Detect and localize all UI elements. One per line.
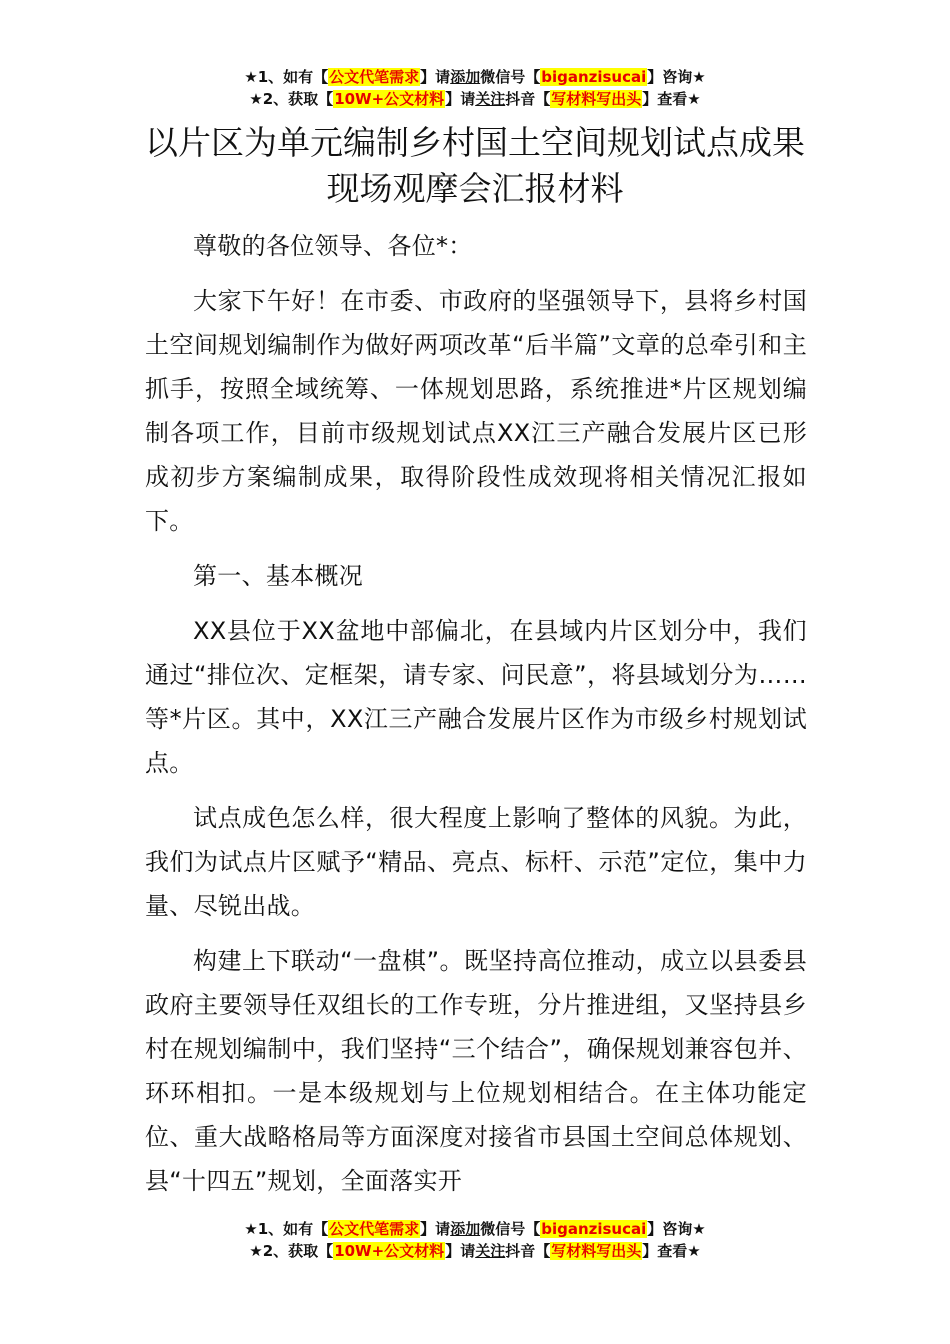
promo-text: ★2、获取【 (249, 90, 334, 108)
promo-line-1 (0, 66, 950, 88)
promo-text: 】请 (445, 1242, 476, 1260)
promo-line-2 (0, 88, 950, 110)
promo-line-1 (0, 1218, 950, 1240)
promo-highlight: 公文代笔需求 (329, 68, 420, 86)
promo-text: ★1、如有【 (244, 68, 329, 86)
promo-text: 微信号【 (480, 68, 541, 86)
salutation-paragraph: 尊敬的各位领导、各位*： (193, 232, 473, 260)
body-paragraph: XX县位于XX盆地中部偏北，在县域内片区划分中，我们通过“排位次、定框架，请专家、问民意”，将县域划分为……等*片区。其中，XX江三产融合发展片区作为市级乡村规划试点。 (145, 617, 807, 777)
promo-text: 】查看★ (642, 90, 701, 108)
document-body (145, 224, 807, 1214)
promo-highlight: 10W+公文材料 (334, 90, 445, 108)
wechat-id-highlight: biganzisucai (541, 1220, 647, 1238)
douyin-id-highlight: 写材料写出头 (551, 90, 642, 108)
douyin-id-highlight: 写材料写出头 (551, 1242, 642, 1260)
promo-underline: 关注 (475, 1242, 506, 1260)
wechat-id-highlight: biganzisucai (541, 68, 647, 86)
promo-text: 抖音【 (505, 1242, 551, 1260)
promo-highlight: 公文代笔需求 (329, 1220, 420, 1238)
promo-highlight: 10W+公文材料 (334, 1242, 445, 1260)
promo-text: 抖音【 (505, 90, 551, 108)
promo-underline: 关注 (475, 90, 506, 108)
promo-footer (0, 1218, 950, 1262)
section-heading: 第一、基本概况 (193, 562, 364, 590)
promo-text: 】请 (420, 68, 451, 86)
promo-line-2 (0, 1240, 950, 1262)
promo-text: 】咨询★ (647, 1220, 706, 1238)
promo-text: 】查看★ (642, 1242, 701, 1260)
promo-header (0, 66, 950, 110)
promo-text: 】请 (420, 1220, 451, 1238)
promo-text: ★2、获取【 (249, 1242, 334, 1260)
body-paragraph: 大家下午好！在市委、市政府的坚强领导下，县将乡村国土空间规划编制作为做好两项改革“后半篇”文章的总牵引和主抓手，按照全域统筹、一体规划思路，系统推进*片区规划编制各项工作，目前市级规划试点XX江三产融合发展片区已形成初步方案编制成果，取得阶段性成效现将相关情况汇报如下。 (145, 287, 807, 535)
promo-text: 】请 (445, 90, 476, 108)
promo-text: ★1、如有【 (244, 1220, 329, 1238)
promo-text: 微信号【 (480, 1220, 541, 1238)
body-paragraph: 试点成色怎么样，很大程度上影响了整体的风貌。为此，我们为试点片区赋予“精品、亮点、标杆、示范”定位，集中力量、尽锐出战。 (145, 804, 807, 920)
promo-underline: 添加 (450, 68, 481, 86)
promo-underline: 添加 (450, 1220, 481, 1238)
document-title: 以片区为单元编制乡村国土空间规划试点成果现场观摩会汇报材料 (145, 123, 805, 208)
body-paragraph: 构建上下联动“一盘棋”。既坚持高位推动，成立以县委县政府主要领导任双组长的工作专班，分片推进组，又坚持县乡村在规划编制中，我们坚持“三个结合”，确保规划兼容包并、环环相扣。一是本级规划与上位规划相结合。在主体功能定位、重大战略格局等方面深度对接省市县国土空间总体规划、县“十四五”规划，全面落实开 (145, 947, 807, 1195)
promo-text: 】咨询★ (647, 68, 706, 86)
